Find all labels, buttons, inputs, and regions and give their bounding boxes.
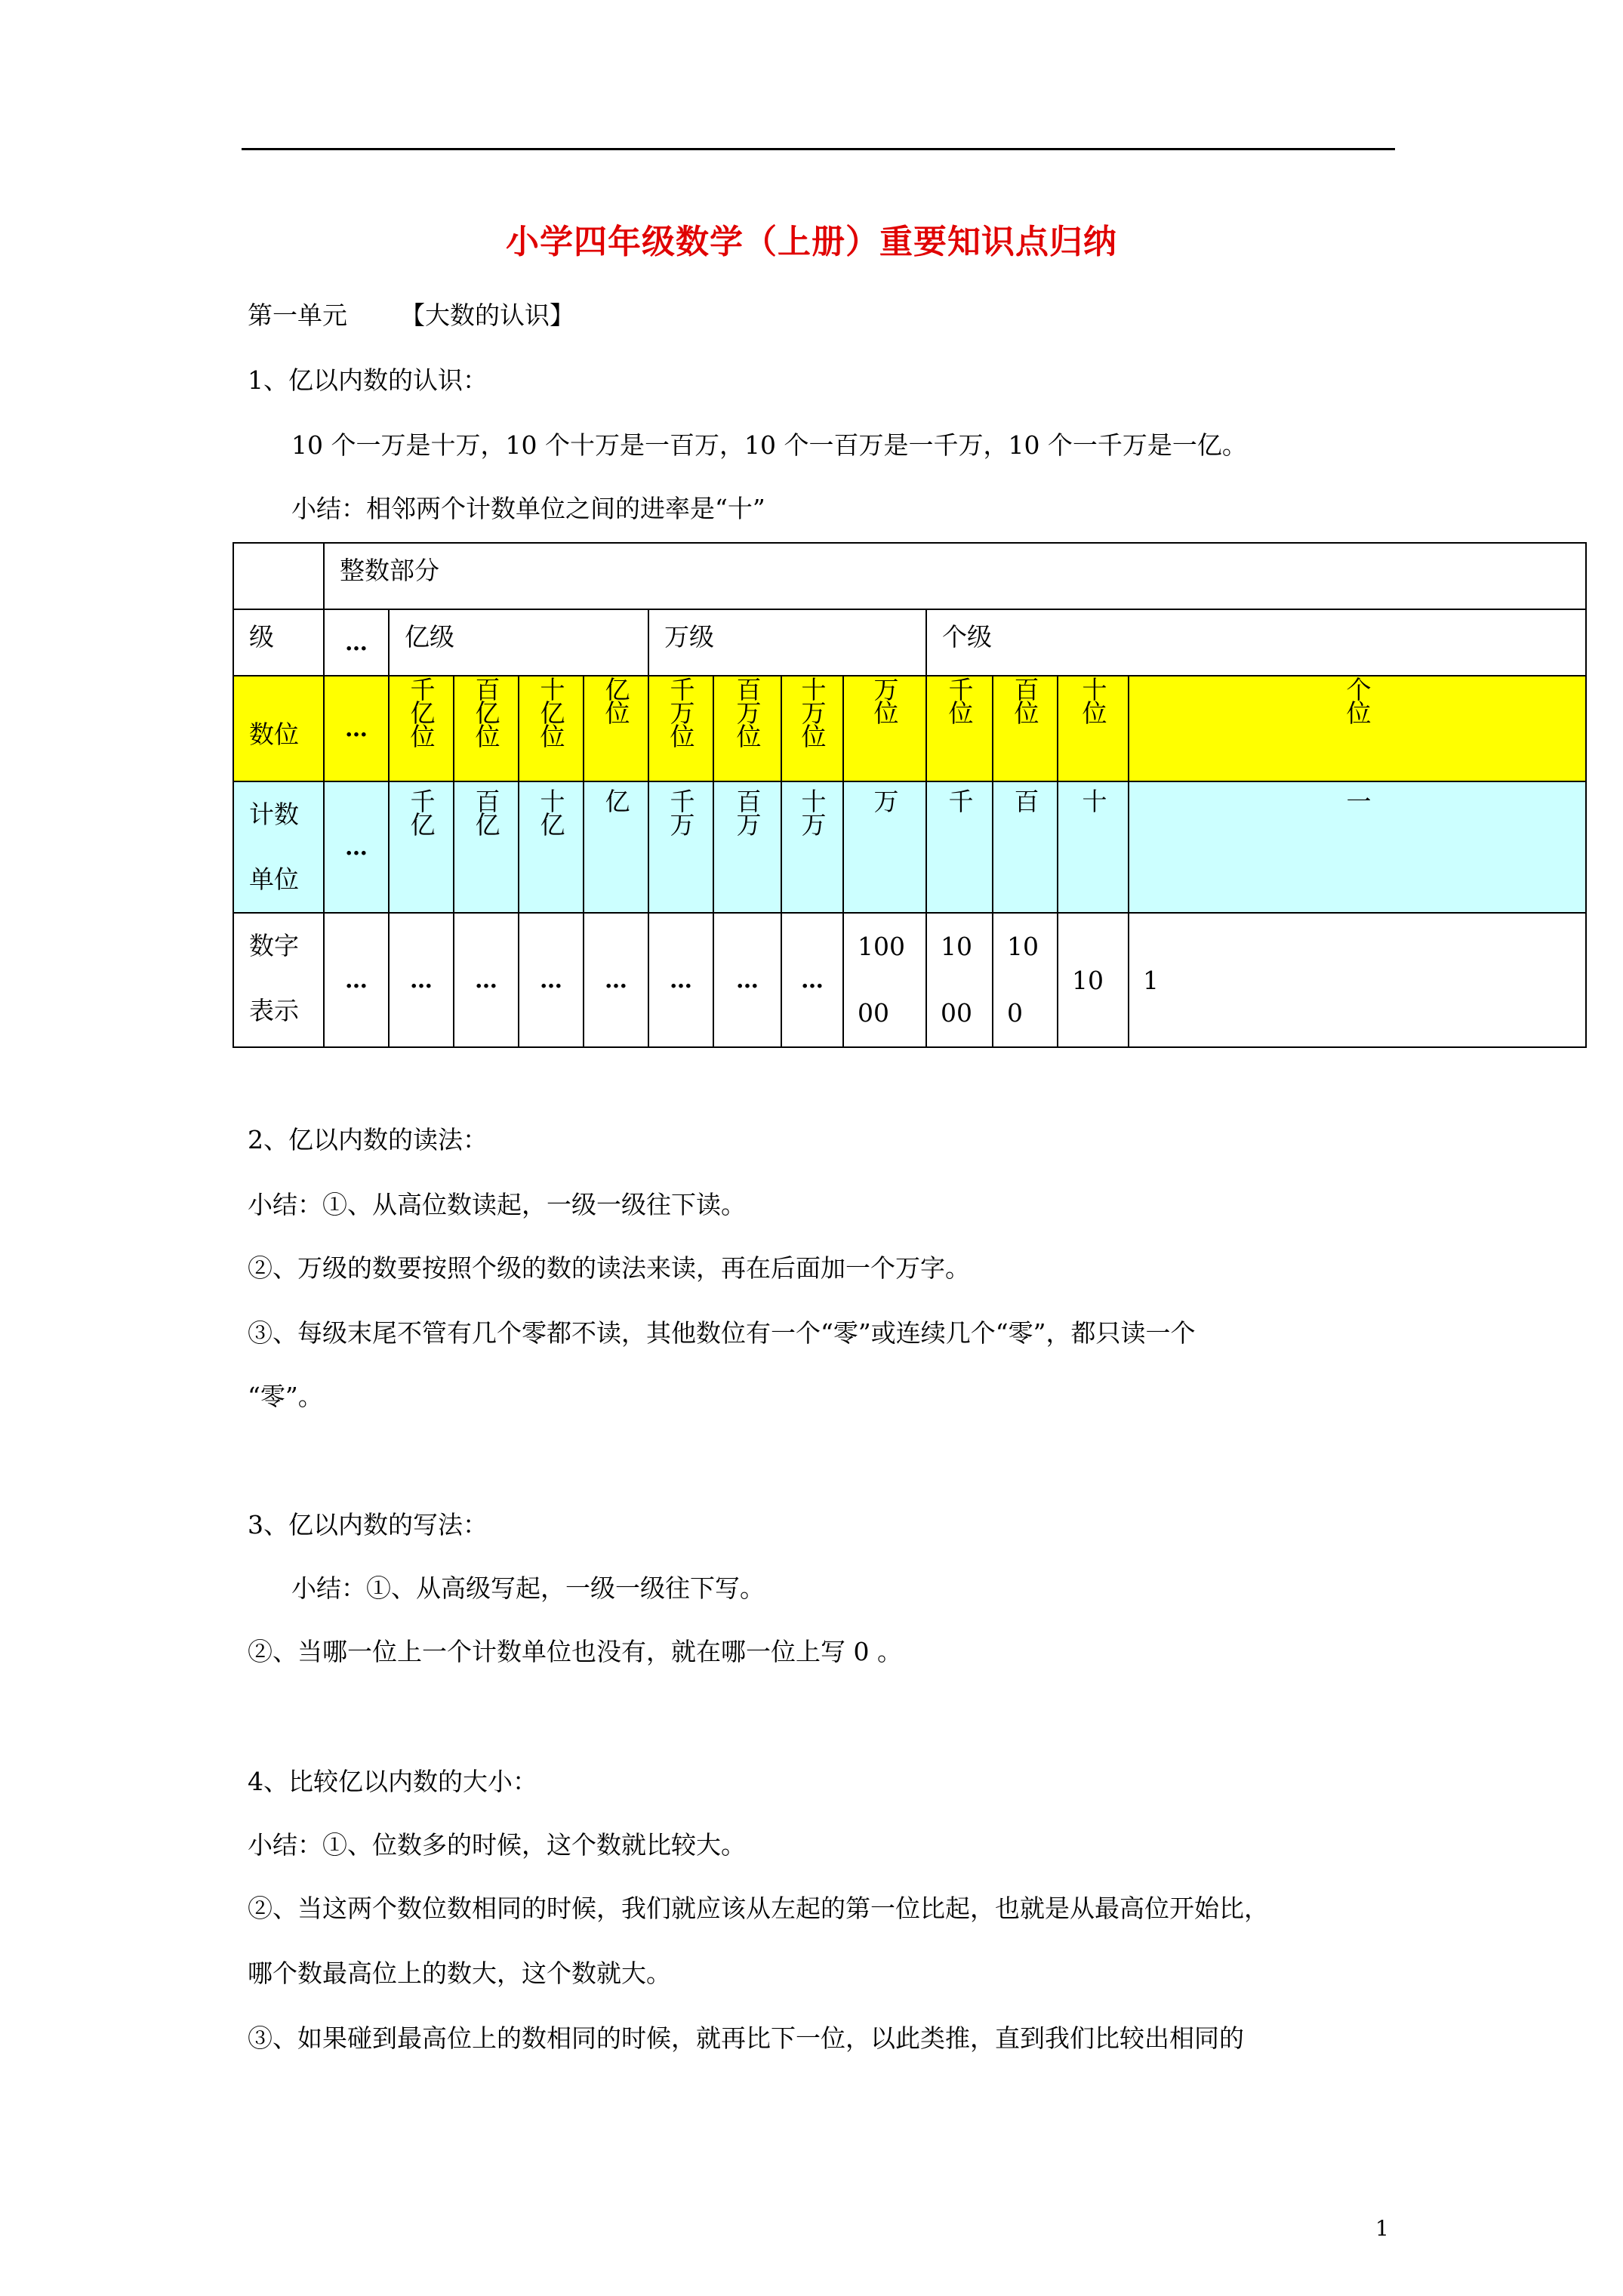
section-1-heading: 1、亿以内数的认识： [248, 365, 488, 395]
unit-cell: 千亿 [406, 788, 436, 835]
place-cell: 万位 [870, 676, 900, 723]
place-cell: 千亿位 [406, 676, 436, 747]
level-ge: 个级 [926, 609, 1586, 676]
header-rule [242, 148, 1395, 150]
place-cell: 个位 [1342, 676, 1372, 723]
section-3-heading: 3、亿以内数的写法： [248, 1510, 488, 1539]
unit-cell: 千 [944, 788, 975, 812]
page-number: 1 [1375, 2216, 1389, 2241]
unit-cell: 亿 [601, 788, 631, 812]
section-4-para-4: ③、如果碰到最高位上的数相同的时候，就再比下一位，以此类推，直到我们比较出相同的 [248, 2023, 1244, 2053]
section-3-para-1: 小结：①、从高级写起，一级一级往下写。 [291, 1573, 765, 1603]
digit-label-line-2: 表示 [249, 996, 299, 1025]
unit-cell: 千万 [666, 788, 696, 835]
section-3-para-2: ②、当哪一位上一个计数单位也没有，就在哪一位上写 0 。 [248, 1637, 902, 1666]
ellipsis-cell: … [584, 913, 648, 1047]
digit-line-1: 10 [941, 932, 972, 961]
place-cell: 亿位 [601, 676, 631, 723]
digit-cell [843, 913, 926, 1047]
table-row-units [233, 781, 1586, 913]
section-4-para-1: 小结：①、位数多的时候，这个数就比较大。 [248, 1830, 746, 1860]
ellipsis-cell: … [713, 913, 781, 1047]
place-cell: 百万位 [732, 676, 762, 747]
level-wan: 万级 [648, 609, 926, 676]
digit-line-1: 10 [1072, 965, 1104, 995]
section-4-para-3: 哪个数最高位上的数大，这个数就大。 [248, 1959, 671, 1988]
unit-cell: 十 [1078, 788, 1108, 812]
table-row-digits [233, 913, 1586, 1047]
unit-cell: 十万 [797, 788, 827, 835]
place-cell: 千位 [944, 676, 975, 723]
digit-line-2: 0 [1007, 998, 1023, 1028]
digit-line-1: 100 [858, 932, 905, 961]
page-title: 小学四年级数学（上册）重要知识点归纳 [506, 223, 1117, 261]
place-label: 数位 [233, 676, 324, 781]
ellipsis-cell: … [519, 913, 584, 1047]
digit-line-1: 1 [1143, 965, 1159, 995]
ellipsis-cell: … [454, 913, 519, 1047]
level-label: 级 [233, 609, 324, 676]
unit-topic: 【大数的认识】 [400, 300, 574, 330]
table-row-levels [233, 609, 1586, 676]
digit-line-2: 00 [941, 998, 972, 1028]
section-4-para-2: ②、当这两个数位数相同的时候，我们就应该从左起的第一位比起，也就是从最高位开始比， [248, 1894, 1269, 1923]
section-2-para-3: ③、每级末尾不管有几个零都不读，其他数位有一个“零”或连续几个“零”，都只读一个 [248, 1318, 1196, 1348]
section-2-para-2: ②、万级的数要按照个级的数的读法来读，再在后面加一个万字。 [248, 1253, 970, 1283]
digit-cell [926, 913, 993, 1047]
ellipsis-cell: … [324, 609, 389, 676]
unit-cell: 一 [1342, 788, 1372, 812]
integer-part-header: 整数部分 [324, 543, 1586, 609]
place-cell: 十万位 [797, 676, 827, 747]
table-corner-cell [233, 543, 324, 609]
unit-cell: 百 [1010, 788, 1040, 812]
place-cell: 千万位 [666, 676, 696, 747]
section-2-para-1: 小结：①、从高位数读起，一级一级往下读。 [248, 1190, 746, 1219]
unit-cell: 万 [870, 788, 900, 812]
digit-line-2: 00 [858, 998, 889, 1028]
section-2-para-4: “零”。 [248, 1382, 323, 1411]
place-cell: 百亿位 [471, 676, 501, 747]
unit-name: 第一单元 [248, 300, 347, 330]
digit-label [233, 913, 324, 1047]
ellipsis-cell: … [324, 781, 389, 913]
section-1-summary: 小结：相邻两个计数单位之间的进率是“十” [291, 494, 765, 523]
unit-label [233, 781, 324, 913]
place-value-table [233, 542, 1587, 1048]
digit-cell [1058, 913, 1129, 1047]
unit-label-line-1: 计数 [249, 800, 299, 829]
digit-line-1: 10 [1007, 932, 1039, 961]
unit-cell: 百万 [732, 788, 762, 835]
level-yi: 亿级 [389, 609, 648, 676]
digit-label-line-1: 数字 [249, 931, 299, 960]
section-1-para-1: 10 个一万是十万，10 个十万是一百万，10 个一百万是一千万，10 个一千万是一亿。 [291, 430, 1247, 460]
ellipsis-cell: … [324, 913, 389, 1047]
place-cell: 十位 [1078, 676, 1108, 723]
place-cell: 十亿位 [536, 676, 566, 747]
digit-cell [993, 913, 1058, 1047]
section-2-heading: 2、亿以内数的读法： [248, 1125, 488, 1154]
unit-heading [248, 300, 574, 331]
ellipsis-cell: … [389, 913, 454, 1047]
place-cell: 百位 [1010, 676, 1040, 723]
unit-cell: 百亿 [471, 788, 501, 835]
unit-label-line-2: 单位 [249, 864, 299, 894]
section-4-heading: 4、比较亿以内数的大小： [248, 1767, 537, 1796]
table-row-places [233, 676, 1586, 781]
ellipsis-cell: … [324, 676, 389, 781]
table-row-header [233, 543, 1586, 609]
digit-cell [1129, 913, 1586, 1047]
ellipsis-cell: … [781, 913, 843, 1047]
ellipsis-cell: … [648, 913, 713, 1047]
unit-cell: 十亿 [536, 788, 566, 835]
